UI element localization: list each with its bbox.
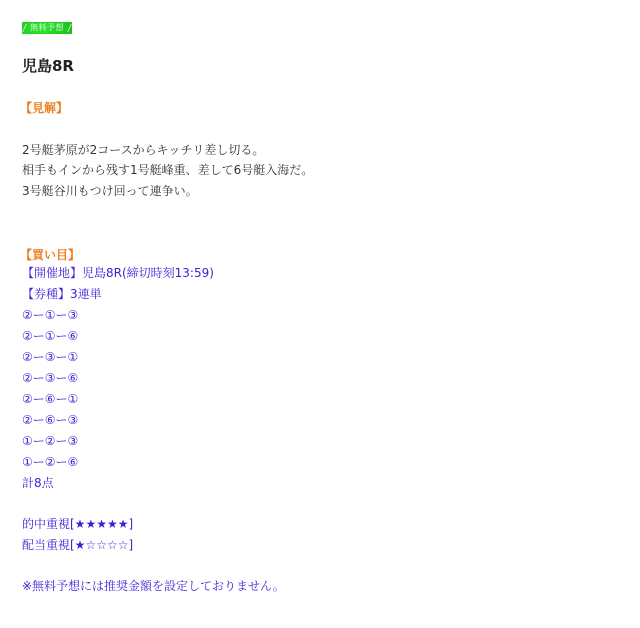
combination-3: ②ー③ー① (22, 350, 79, 364)
opinion-line-1: 2号艇茅原が2コースからキッチリ差し切る。 (22, 143, 265, 157)
combination-4: ②ー③ー⑥ (22, 371, 79, 385)
race-title: 児島8R (22, 57, 74, 75)
accuracy-rating: 的中重視[★★★★★] (22, 517, 134, 531)
opinion-heading: 【見解】 (20, 101, 69, 115)
payout-rating: 配当重視[★☆☆☆☆] (22, 538, 134, 552)
ticket-type-line: 【券種】3連単 (22, 287, 102, 301)
combination-7: ①ー②ー③ (22, 434, 79, 448)
total-points: 計8点 (22, 476, 54, 490)
combination-2: ②ー①ー⑥ (22, 329, 79, 343)
venue-line: 【開催地】児島8R(締切時刻13:59) (22, 266, 214, 280)
bets-heading: 【買い目】 (20, 248, 81, 262)
combination-1: ②ー①ー③ (22, 308, 79, 322)
combination-6: ②ー⑥ー③ (22, 413, 79, 427)
recommendation-note: ※無料予想には推奨金額を設定しておりません。 (22, 579, 285, 593)
opinion-line-3: 3号艇谷川もつけ回って連争い。 (22, 184, 198, 198)
free-prediction-badge: 無料予想 (22, 22, 72, 34)
combination-8: ①ー②ー⑥ (22, 455, 79, 469)
opinion-line-2: 相手もインから残す1号艇峰重、差して6号艇入海だ。 (22, 163, 314, 177)
combination-5: ②ー⑥ー① (22, 392, 79, 406)
